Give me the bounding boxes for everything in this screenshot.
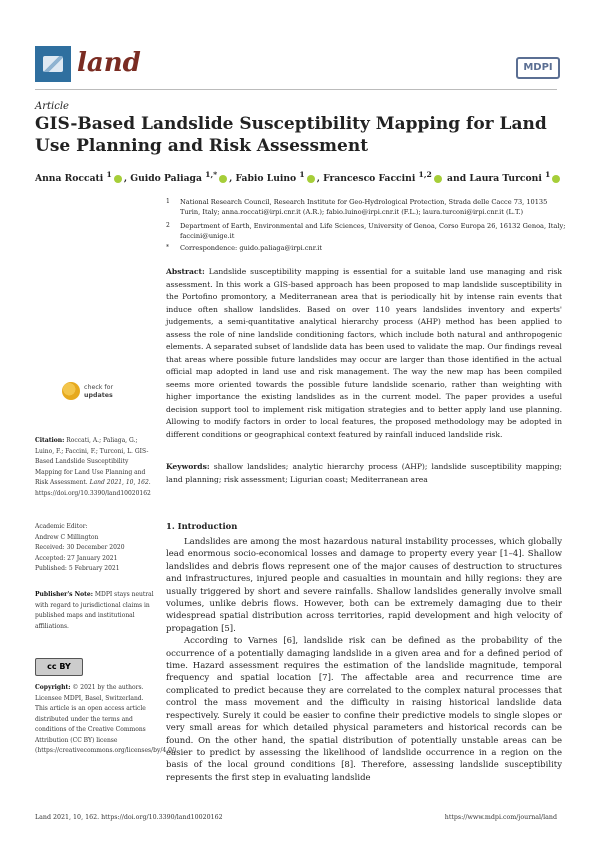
editor-dates-block (35, 522, 157, 575)
date-published: Published: 5 February 2021 (35, 565, 120, 572)
abstract-text: Landslide susceptibility mapping is essential for a suitable land use managing and risk assessment. In this work a GIS-based approach has been proposed to map landslide susceptibility in the Portofino promontory, a Mediterranean area that is periodically hit by intense rain events that induce often shallow landslides. Based on over 110 years landslides inventory and experts' judgements, a semi-quantitative analytical hierarchy process (AHP) method has been applied to assess the role of nine landslide conditioning factors, which include both natural and anthropogenic elements. A separated subset of landslide data has been used to validate the map. Our findings reveal that areas where possible future landslides may occur are larger than those identified in the actual official map adopted in land use and risk management. The way the new map has been compiled seems more oriented towards the possible future landslide scenario, rather than weighting with higher importance the existing landslides as in the current model. The paper provides a useful decision support tool to implement risk mitigation strategies and to better apply land use planning. Allowing to modify factors in order to local features, the proposed methodology may be adopted in different conditions or geographical context featured by rainfall induced landslide risk. (166, 267, 562, 439)
publisher-note-label: Publisher's Note: (35, 591, 93, 598)
header-divider (35, 89, 557, 90)
orcid-icon[interactable] (114, 175, 122, 183)
affiliation-mark: 2 (166, 222, 170, 229)
keywords (166, 461, 562, 486)
affiliation-text: National Research Council, Research Institute for Geo-Hydrological Protection, Strada delle Cacce 73, 10135 Turin, Italy; anna.roccati@irpi.cnr.it (A.R.); fabio.luino@irpi.cnr.it (F.L.); laura.turconi@irpi.cnr.it (L.T.) (180, 198, 548, 216)
body-paragraph: Landslides are among the most hazardous natural instability processes, which globally lead enormous socio-economical losses and damage to property every year [1–4]. Shallow landslides and debris flows represent one of the major causes of destruction to structures and infrastructures, injured people and casualties in mountain and hilly regions: they are usually triggered by short and severe rainfalls. Shallow landslides generally involve small volumes, unlike debris flows. However, both can be extremely damaging due to their widespread spatial distribution across territories, rapid development and high velocity of propagation [5]. (166, 537, 562, 634)
author-sup: 1,2 (418, 170, 432, 179)
citation-journal-ref: Land 2021, 10, 162. (89, 479, 151, 486)
orcid-icon[interactable] (552, 175, 560, 183)
check-updates-line2: updates (84, 392, 113, 399)
affiliation-2 (166, 221, 566, 241)
author-name: Guido Paliaga (130, 173, 202, 185)
copyright-block (35, 683, 179, 757)
abstract (166, 266, 562, 441)
editor-name: Andrew C Millington (35, 533, 99, 541)
author-name: Francesco Faccini (323, 173, 416, 185)
citation-block (35, 436, 157, 499)
journal-logo-icon (35, 46, 71, 82)
abstract-label: Abstract: (166, 267, 205, 276)
author-sup: 1 (545, 170, 551, 179)
mdpi-logo: MDPI (516, 57, 560, 79)
keywords-text: shallow landslides; analytic hierarchy process (AHP); landslide susceptibility mapping; land planning; risk assessment; Ligurian coast; Mediterranean area (166, 462, 562, 484)
author-name: Fabio Luino (235, 173, 297, 185)
correspondence (166, 243, 566, 253)
author-sup: 1 (299, 170, 305, 179)
copyright-text: © 2021 by the authors. Licensee MDPI, Basel, Switzerland. This article is an open access article distributed under the terms and conditions of the Creative Commons Attribution (CC BY) license (https://creativecommons.org/licenses/by/4.0/). (35, 684, 179, 754)
author-list: Anna Roccati $^1$ , Guido Paliaga $^{1,*}$ , Fabio Luino $^1$ , Francesco Faccini $^{1,2}$ and Laura Turconi $^1$ (35, 170, 565, 184)
affiliation-mark: 1 (166, 198, 170, 205)
orcid-icon[interactable] (434, 175, 442, 183)
orcid-icon[interactable] (219, 175, 227, 183)
check-updates-icon (62, 382, 80, 400)
publisher-note (35, 590, 157, 632)
section-heading: 1. Introduction (166, 521, 238, 531)
body-paragraph: According to Varnes [6], landslide risk can be defined as the probability of the occurrence of a potentially damaging landslide in a given area and for a defined period of time. Hazard assessment requires the estimation of the landslide magnitude, temporal frequency and spatial location [7]. The affectable area and recurrence time are complicated to predict because they are correlated to the complex natural processes that control the mass movement and the difficulty in raising historical landslide data respectively. Surely it could be easier to confine their predictive models to single slopes or very small areas for which detailed physical parameters and historical records can be found. On the other hand, the spatial distribution of potentially unstable areas can be easier to predict by assessing the likelihood of landslide occurrence in a region on the basis of the local ground conditions [8]. Therefore, assessing landslide susceptibility represents the first step in evaluating landslide (166, 636, 562, 783)
journal-name: land (77, 48, 141, 78)
date-received: Received: 30 December 2020 (35, 544, 125, 551)
orcid-icon[interactable] (307, 175, 315, 183)
affiliation-1 (166, 197, 566, 217)
author-name: Anna Roccati (35, 173, 104, 185)
check-updates-line1: check for (84, 384, 114, 391)
publisher-note-text: MDPI stays neutral with regard to jurisdictional claims in published maps and institutional affiliations. (35, 591, 154, 630)
date-accepted: Accepted: 27 January 2021 (35, 554, 118, 562)
footer-journal-link[interactable]: https://www.mdpi.com/journal/land (444, 814, 557, 821)
affiliation-mark: * (166, 244, 169, 251)
author-name: Laura Turconi (469, 173, 542, 185)
author-sup: 1 (106, 170, 112, 179)
affiliation-text: Department of Earth, Environmental and Life Sciences, University of Genoa, Corso Europa 26, 16132 Genoa, Italy; faccini@unige.it (180, 222, 566, 240)
copyright-label: Copyright: (35, 684, 71, 691)
page-title: GIS-Based Landslide Susceptibility Mapping for Land Use Planning and Risk Assessment (35, 114, 547, 156)
article-type: Article (35, 101, 69, 112)
citation-text: Roccati, A.; Paliaga, G.; Luino, F.; Faccini, F.; Turconi, L. GIS-Based Landslide Susceptibility Mapping for Land Use Planning and Risk Assessment. (35, 437, 149, 486)
keywords-label: Keywords: (166, 462, 210, 471)
body-text (166, 536, 562, 784)
affiliation-text: Correspondence: guido.paliaga@irpi.cnr.it (180, 244, 323, 252)
footer-citation: Land 2021, 10, 162. https://doi.org/10.3390/land10020162 (35, 814, 223, 821)
author-sup: 1,* (205, 170, 218, 179)
citation-label: Citation: (35, 437, 65, 444)
editor-label: Academic Editor: (35, 523, 88, 530)
cc-by-license-icon[interactable]: cc BY (35, 658, 83, 676)
citation-doi-link[interactable]: https://doi.org/10.3390/land10020162 (35, 489, 151, 497)
